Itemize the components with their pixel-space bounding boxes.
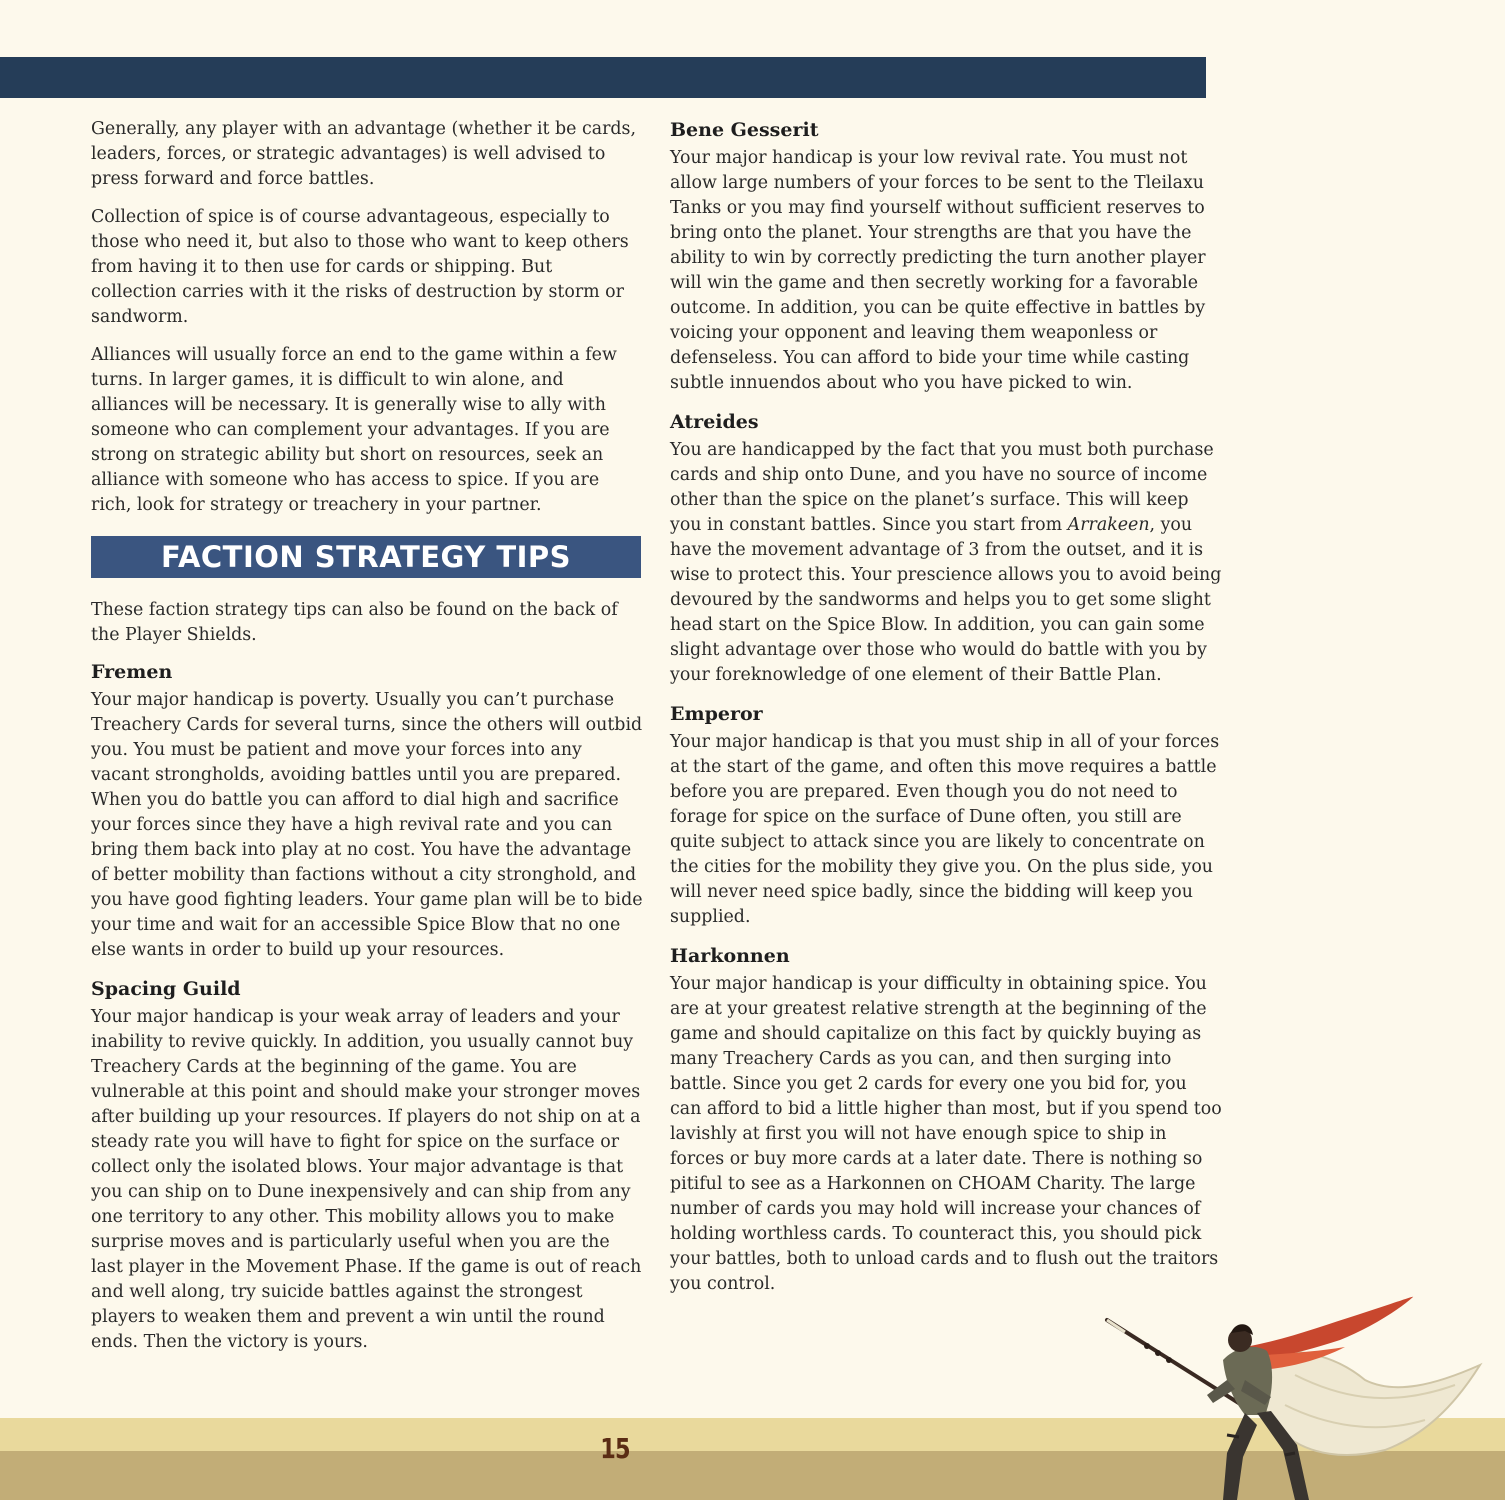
- arrakeen-emphasis: Arrakeen: [1067, 515, 1150, 535]
- faction-harkonnen: [670, 943, 1222, 1297]
- faction-heading: Emperor: [670, 703, 763, 725]
- intro-paragraph-2: Collection of spice is of course advantageous, especially to those who need it, but also to those who want to keep others from having it to then use for cards or shipping. But collection carries with it the risks of destruction by storm or sandworm.: [91, 207, 629, 327]
- faction-heading: Atreides: [670, 411, 759, 433]
- left-column: [91, 117, 643, 1368]
- section-intro: These faction strategy tips can also be found on the back of the Player Shields.: [91, 600, 618, 645]
- faction-text: Your major handicap is your weak array of leaders and your inability to revive quickly. In addition, you usually cannot buy Treachery Cards at the beginning of the game. You are vulnerable at this point and should make your stronger moves after building up your resources. If players do not ship on at a steady rate you will have to fight for spice on the surface or collect only the isolated blows. Your major advantage is that you can ship on to Dune inexpensively and can ship from any one territory to any other. This mobility allows you to make surprise moves and is particularly useful when you are the last player in the Movement Phase. If the game is out of reach and well along, try suicide battles against the strongest players to weaken them and prevent a win until the round ends. Then the victory is yours.: [91, 1007, 642, 1352]
- faction-fremen: [91, 659, 643, 963]
- faction-text: Your major handicap is poverty. Usually you can’t purchase Treachery Cards for several turns, since the others will outbid you. You must be patient and move your forces into any vacant strongholds, avoiding battles until you are prepared. When you do battle you can afford to dial high and sacrifice your forces since they have a high revival rate and you can bring them back into play at no cost. You have the advantage of better mobility than factions without a city stronghold, and you have good fighting leaders. Your game plan will be to bide your time and wait for an accessible Spice Blow that no one else wants in order to build up your resources.: [91, 690, 643, 960]
- intro-paragraph-1: Generally, any player with an advantage (whether it be cards, leaders, forces, or strategic advantages) is well advised to press forward and force battles.: [91, 119, 636, 189]
- faction-atreides: [670, 409, 1222, 688]
- header-bar: [0, 57, 1206, 98]
- faction-emperor: [670, 701, 1222, 930]
- faction-heading: Harkonnen: [670, 945, 790, 967]
- intro-paragraph-3: Alliances will usually force an end to the game within a few turns. In larger games, it is difficult to win alone, and alliances will be necessary. It is generally wise to ally with someone who can complement your advantages. If you are strong on strategic ability but short on resources, seek an alliance with someone who has access to spice. If you are rich, look for strategy or treachery in your partner.: [91, 345, 617, 515]
- faction-text: Your major handicap is your low revival rate. You must not allow large numbers of your forces to be sent to the Tleilaxu Tanks or you may find yourself without sufficient reserves to bring onto the planet. Your strengths are that you have the ability to win by correctly predicting the turn another player will win the game and then secretly working for a favorable outcome. In addition, you can be quite effective in battles by voicing your opponent and leaving them weaponless or defenseless. You can afford to bide your time while casting subtle innuendos about who you have picked to win.: [670, 148, 1206, 393]
- faction-text: Your major handicap is that you must ship in all of your forces at the start of the game, and often this move requires a battle before you are prepared. Even though you do not need to forage for spice on the surface of Dune often, you still are quite subject to attack since you are likely to concentrate on the cities for the mobility they give you. On the plus side, you will never need spice badly, since the bidding will keep you supplied.: [670, 732, 1220, 927]
- page-number: 15: [600, 1432, 630, 1465]
- faction-bene-gesserit: [670, 117, 1222, 396]
- faction-heading: Fremen: [91, 661, 173, 683]
- section-title: FACTION STRATEGY TIPS: [91, 536, 641, 578]
- faction-text-part: , you have the movement advantage of 3 from the outset, and it is wise to protect this. Your prescience allows you to avoid being devoured by the sandworms and helps you to get some slight head start on the Spice Blow. In addition, you can gain some slight advantage over those who would do battle with you by your foreknowledge of one element of their Battle Plan.: [670, 515, 1222, 685]
- faction-text: Your major handicap is your difficulty in obtaining spice. You are at your greatest relative strength at the beginning of the game and should capitalize on this fact by quickly buying as many Treachery Cards as you can, and then surging into battle. Since you get 2 cards for every one you bid for, you can afford to bid a little higher than most, but if you spend too lavishly at first you will not have enough spice to ship in forces or buy more cards at a later date. There is nothing so pitiful to see as a Harkonnen on CHOAM Charity. The large number of cards you may hold will increase your chances of holding worthless cards. To counteract this, you should pick your battles, both to unload cards and to flush out the traitors you control.: [670, 974, 1222, 1294]
- fremen-warrior-illustration: [1095, 1285, 1495, 1500]
- faction-heading: Spacing Guild: [91, 978, 241, 1000]
- faction-heading: Bene Gesserit: [670, 119, 819, 141]
- right-column: [670, 117, 1222, 1310]
- faction-spacing-guild: [91, 976, 643, 1355]
- faction-text: [670, 438, 1222, 688]
- faction-text-part: You are handicapped by the fact that you must both purchase cards and ship onto Dune, and you have no source of income other than the spice on the planet’s surface. This will keep you in constant battles. Since you start from: [670, 440, 1214, 535]
